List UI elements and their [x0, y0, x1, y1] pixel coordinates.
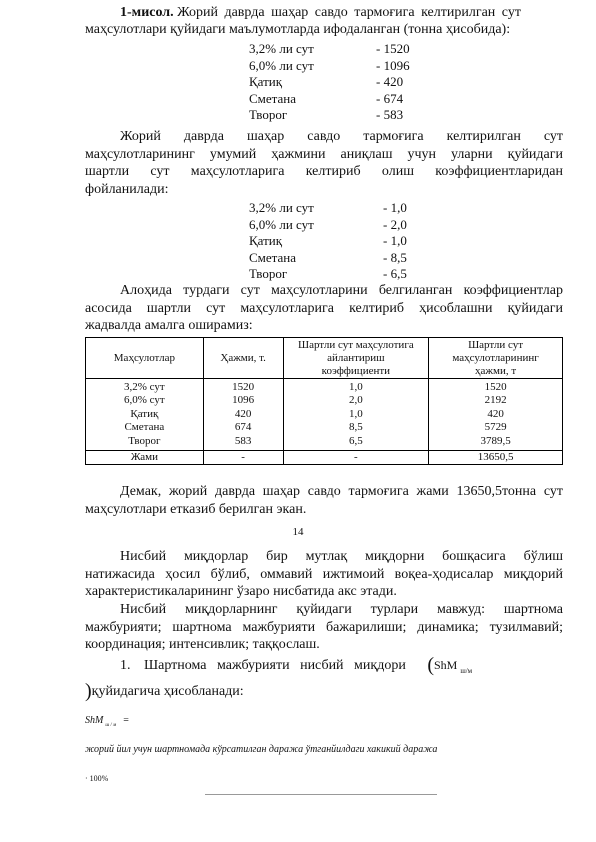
conversion-table	[85, 337, 563, 465]
formula-lhs	[85, 710, 129, 728]
volumes-cell: 1520 1096 420 674 583	[203, 379, 283, 451]
total-coef: -	[283, 451, 429, 465]
coefficients-cell: 1,0 2,0 1,0 8,5 6,5	[283, 379, 429, 451]
example1-intro-text: Жорий даврда шаҳар савдо тармоғига келтирилган сут	[177, 5, 521, 20]
relative-types-line: координация; интенсивлик; таққослаш.	[85, 637, 320, 652]
relative-types-line: Нисбий миқдорларнинг қуйидаги турлари мавжуд: шартнома	[120, 602, 563, 617]
relative-definition-paragraph	[85, 548, 563, 601]
volume-item-name: Творог	[249, 107, 288, 122]
paragraph2-line: фойланилади:	[85, 181, 169, 197]
total-volume: -	[203, 451, 283, 465]
header-volume: Ҳажми, т.	[203, 338, 283, 379]
volume-item-name: 6,0% ли сут	[249, 57, 314, 73]
products-cell: 3,2% сут 6,0% сут Қатиқ Сметана Творог	[86, 379, 204, 451]
page-number: 14	[292, 526, 304, 538]
header-conditional-volume: Шартли сут маҳсулотларининг ҳажми, т	[429, 338, 563, 379]
item1-symbol: ShM	[434, 658, 458, 672]
total-label: Жами	[86, 451, 204, 465]
relative-types-paragraph	[85, 601, 563, 654]
paragraph3-line: жадвалда амалга оширамиз:	[85, 318, 253, 333]
table-body-row	[86, 379, 563, 451]
paragraph2-line: маҳсулотларининг умумий ҳажмини аниқлаш учун уларни қуйидаги	[85, 146, 563, 162]
conclusion-paragraph	[85, 483, 563, 518]
formula-equals: =	[123, 715, 129, 726]
example1-label: 1-мисол.	[120, 5, 174, 20]
coefficient-item-value: - 6,5	[383, 266, 407, 281]
table-header-row	[86, 338, 563, 379]
header-products: Маҳсулотлар	[86, 338, 204, 379]
paragraph3-line: Алоҳида турдаги сут маҳсулотларини белгиланган коэффициентлар	[120, 283, 563, 298]
coefficient-item-value: - 1,0	[383, 200, 407, 215]
volume-item-name: Сметана	[249, 90, 297, 106]
formula-subscript: ш / м	[105, 723, 117, 728]
conclusion-line: маҳсулотлари етказиб берилган экан.	[85, 501, 307, 517]
coefficient-item-name: Творог	[249, 266, 288, 281]
relative-line: натижасида ҳосил бўлиб, оммавий ижтимоий воқеа-ҳодисалар миқдорий	[85, 566, 563, 582]
item1-subscript: ш/м	[460, 667, 473, 675]
paragraph3-line: асосида шартли сут маҳсулотларига келтириб ҳисоблашни қуйидаги	[85, 300, 563, 316]
coefficient-item-value: - 8,5	[383, 249, 407, 265]
coefficient-item-value: - 2,0	[383, 216, 407, 232]
example1-intro-line2: маҳсулотлари қуйидаги маълумотларда ифодаланган (тонна ҳисобида):	[85, 22, 511, 37]
volume-item-value: - 583	[376, 107, 404, 122]
results-cell: 1520 2192 420 5729 3789,5	[429, 379, 563, 451]
coefficient-item-value: - 1,0	[383, 233, 407, 248]
formula-fraction-line	[205, 794, 437, 795]
paragraph-total-volume	[85, 128, 563, 198]
volume-item-value: - 1096	[376, 57, 410, 73]
item1-number: 1.	[120, 658, 131, 673]
formula-symbol: ShM	[85, 715, 104, 726]
coefficient-item-name: 3,2% ли сут	[249, 200, 314, 215]
item1-tail: қуйидагича ҳисобланади:	[91, 684, 244, 699]
formula-multiplier: · 100%	[85, 774, 109, 783]
coefficient-item-name: 6,0% ли сут	[249, 216, 314, 232]
relative-types-line: мажбурияти; шартнома мажбурияти бажарилиши; динамика; тузилмавий;	[85, 619, 563, 635]
formula-numerator: жорий йил учун шартномада кўрсатилган даража ўтганйилдаги хакикий даража	[85, 744, 438, 755]
total-result: 13650,5	[429, 451, 563, 465]
table-total-row	[86, 451, 563, 465]
relative-line: характеристикаларининг ўзаро нисбатида акс этади.	[85, 584, 397, 599]
paragraph2-line: шартли сут маҳсулотларига келтириб олиш коэффициентларидан	[85, 164, 563, 179]
coefficient-item-name: Сметана	[249, 249, 297, 265]
item1-text: Шартнома мажбурияти нисбий миқдори	[144, 658, 406, 673]
paragraph-table-intro	[85, 282, 563, 335]
coefficient-item-name: Қатиқ	[249, 233, 283, 248]
volume-item-value: - 420	[376, 74, 404, 89]
volume-item-value: - 1520	[376, 41, 410, 56]
paragraph2-line: Жорий даврда шаҳар савдо тармоғига келтирилган сут	[120, 129, 563, 144]
conclusion-line: Демак, жорий даврда шаҳар савдо тармоғига жами 13650,5тонна сут	[120, 484, 563, 499]
volume-item-name: Қатиқ	[249, 74, 283, 89]
volume-item-name: 3,2% ли сут	[249, 41, 314, 56]
example1-intro-line1	[120, 5, 521, 22]
header-coefficient: Шартли сут маҳсулотига айлантириш коэффициенти	[283, 338, 429, 379]
item1-open-paren: (	[427, 654, 434, 676]
item1-contract-obligation	[85, 656, 563, 701]
item1-close-paren: )	[85, 680, 92, 702]
volume-item-value: - 674	[376, 90, 404, 106]
relative-line: Нисбий миқдорлар бир мутлақ миқдорни бошқасига бўлиш	[120, 549, 563, 564]
